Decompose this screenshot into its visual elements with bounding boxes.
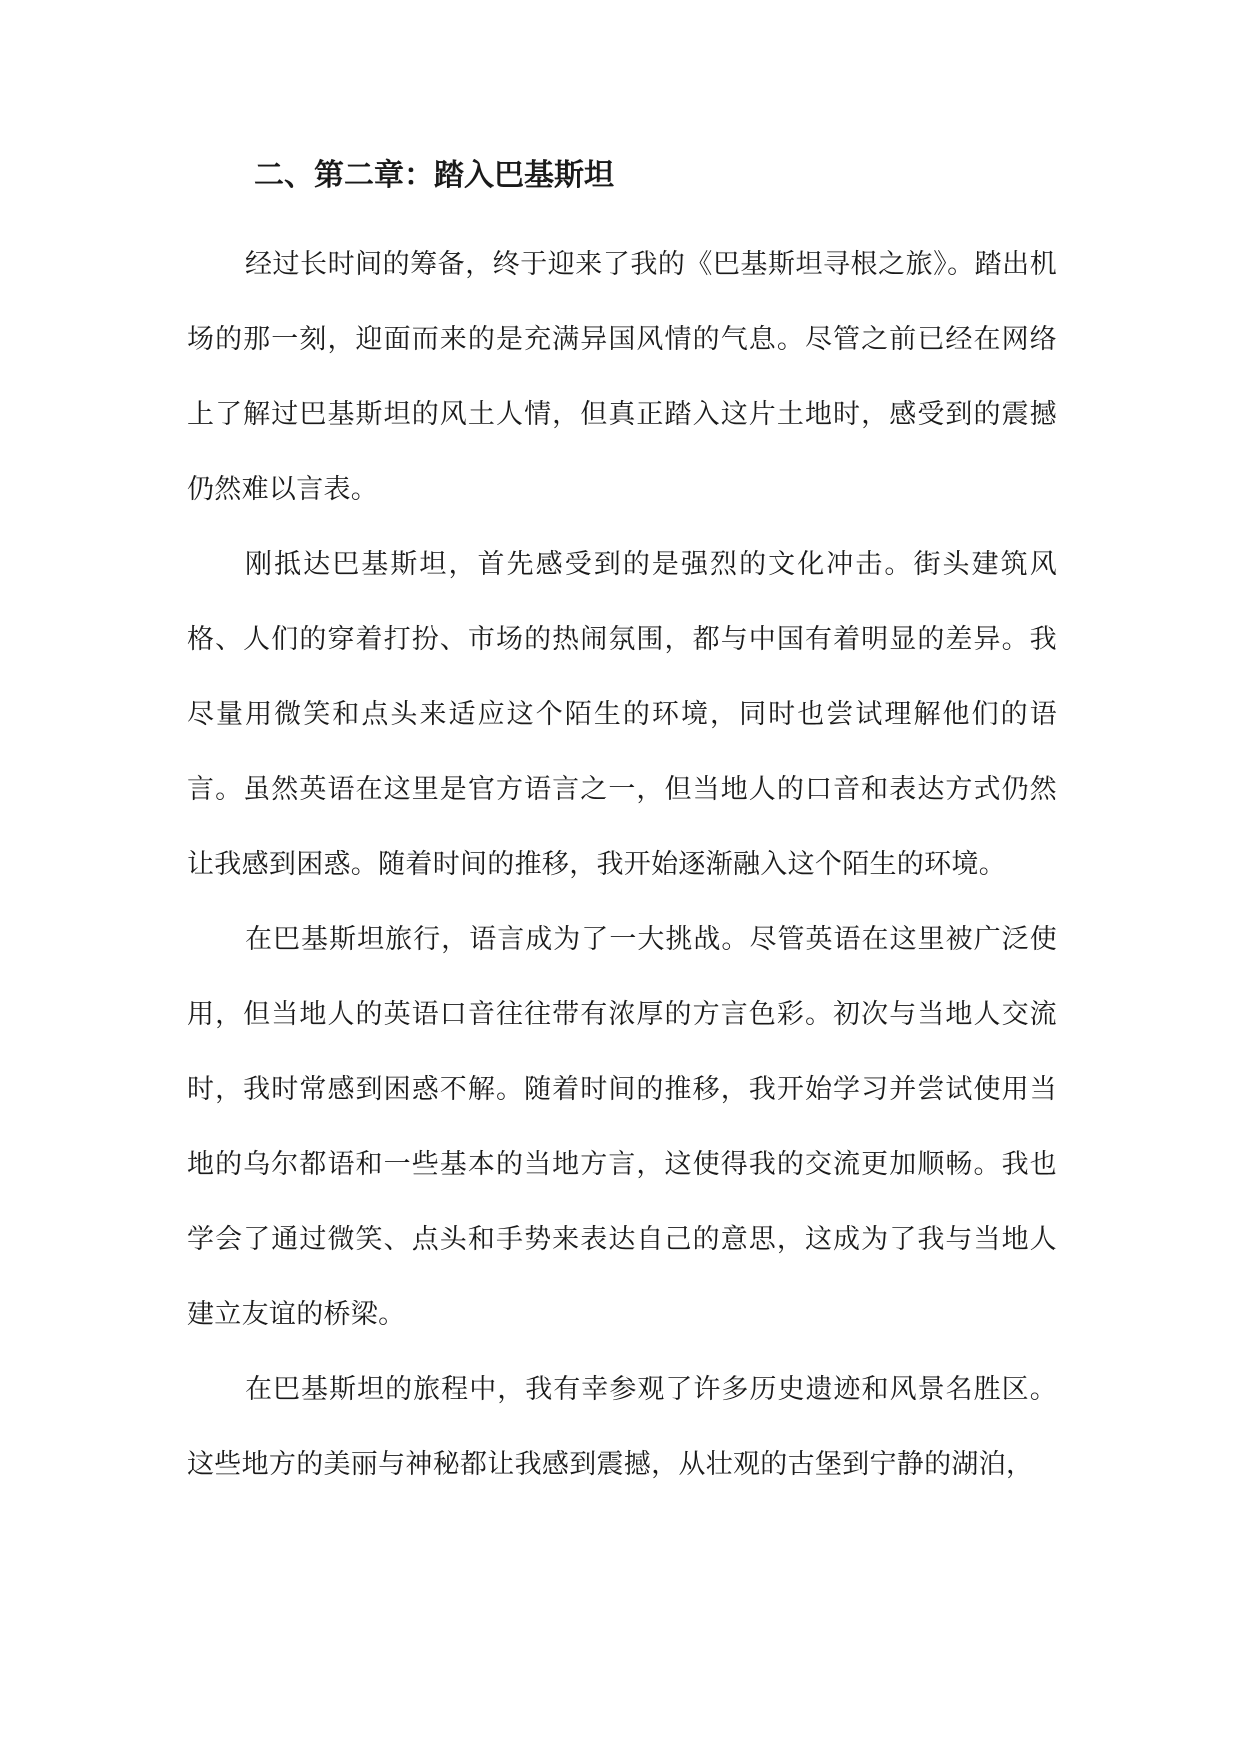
chapter-body [187,227,1057,1502]
chapter-title: 二、第二章：踏入巴基斯坦 [254,158,614,193]
paragraph-3: 在巴基斯坦旅行，语言成为了一大挑战。尽管英语在这里被广泛使用，但当地人的英语口音往往带有浓厚的方言色彩。初次与当地人交流时，我时常感到困惑不解。随着时间的推移，我开始学习并尝试使用当地的乌尔都语和一些基本的当地方言，这使得我的交流更加顺畅。我也学会了通过微笑、点头和手势来表达自己的意思，这成为了我与当地人建立友谊的桥梁。 [187,924,1057,1330]
paragraph-4: 在巴基斯坦的旅程中，我有幸参观了许多历史遗迹和风景名胜区。这些地方的美丽与神秘都让我感到震撼，从壮观的古堡到宁静的湖泊， [187,1374,1057,1480]
paragraph-2: 刚抵达巴基斯坦，首先感受到的是强烈的文化冲击。街头建筑风格、人们的穿着打扮、市场的热闹氛围，都与中国有着明显的差异。我尽量用微笑和点头来适应这个陌生的环境，同时也尝试理解他们的语言。虽然英语在这里是官方语言之一，但当地人的口音和表达方式仍然让我感到困惑。随着时间的推移，我开始逐渐融入这个陌生的环境。 [187,549,1057,880]
paragraph-1: 经过长时间的筹备，终于迎来了我的《巴基斯坦寻根之旅》。踏出机场的那一刻，迎面而来的是充满异国风情的气息。尽管之前已经在网络上了解过巴基斯坦的风土人情，但真正踏入这片土地时，感受到的震撼仍然难以言表。 [187,249,1057,505]
